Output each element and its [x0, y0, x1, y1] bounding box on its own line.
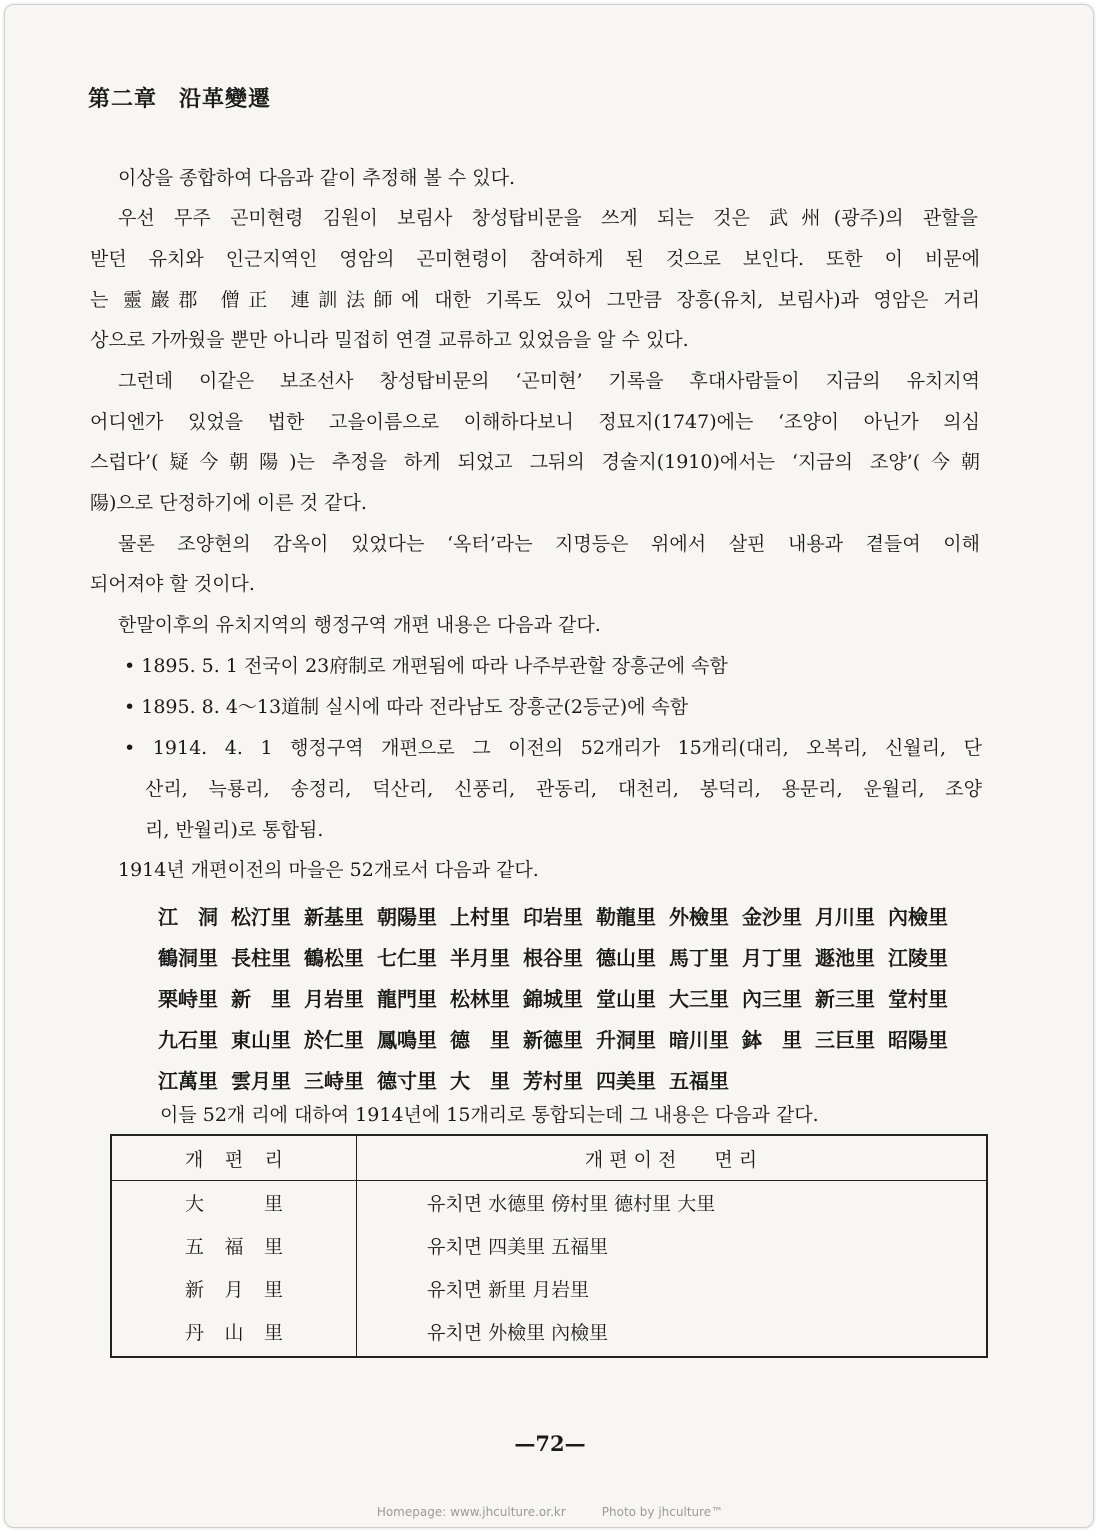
paragraph-line: 물론 조양현의 감옥이 있었다는 ‘옥터’라는 지명등은 위에서 살핀 내용과 곁들여 이해 [118, 533, 980, 555]
village-name: 七仁里 [377, 946, 437, 970]
village-name: 上村里 [450, 905, 510, 929]
village-name: 九石里 [158, 1028, 218, 1052]
village-name: 勒龍里 [596, 905, 656, 929]
village-name: 大 里 [450, 1069, 510, 1093]
village-name: 龍門里 [377, 987, 437, 1011]
footer-credit [0, 1505, 1100, 1519]
paragraph-line: 우선 무주 곤미현령 김원이 보림사 창성탑비문을 쓰게 되는 것은 武州(광주)의 관할을 [118, 207, 978, 229]
chapter-number: 第二章 [88, 86, 158, 112]
village-row [158, 942, 961, 971]
paragraph-line: 되어져야 할 것이다. [90, 573, 255, 595]
villages-intro: 1914년 개편이전의 마을은 52개로서 다음과 같다. [118, 859, 539, 881]
paragraph-line: 받던 유치와 인근지역인 영암의 곤미현령이 참여하게 된 것으로 보인다. 또한 이 비문에 [90, 248, 980, 270]
chapter-title: 沿革變遷 [179, 86, 272, 112]
merge-table [110, 1134, 988, 1358]
village-name: 錦城里 [523, 987, 583, 1011]
village-name: 升洞里 [596, 1028, 656, 1052]
village-name: 新德里 [523, 1028, 583, 1052]
new-ri-cell: 大 里 [111, 1181, 357, 1225]
village-name: 雲月里 [231, 1069, 291, 1093]
bullet-continuation: 리, 반월리)로 통합됨. [145, 819, 324, 841]
paragraph-line: 陽)으로 단정하기에 이른 것 같다. [90, 492, 367, 514]
village-name: 新三里 [815, 987, 875, 1011]
village-row [158, 1065, 742, 1094]
village-name: 栗峙里 [158, 987, 218, 1011]
new-ri-cell: 新 月 里 [111, 1267, 357, 1310]
village-name: 江萬里 [158, 1069, 218, 1093]
village-name: 五福里 [669, 1069, 729, 1093]
table-row [111, 1310, 987, 1357]
village-name: 暗川里 [669, 1028, 729, 1052]
village-name: 芳村里 [523, 1069, 583, 1093]
village-name: 內三里 [742, 987, 802, 1011]
village-name: 鳳鳴里 [377, 1028, 437, 1052]
table-row [111, 1181, 987, 1225]
bullet-item: • 1914. 4. 1 행정구역 개편으로 그 이전의 52개리가 15개리(대리, 오복리, 신월리, 단 [124, 737, 982, 759]
village-name: 印岩里 [523, 905, 583, 929]
village-name: 江陵里 [888, 946, 948, 970]
village-name: 根谷里 [523, 946, 583, 970]
new-ri-cell: 丹 山 里 [111, 1310, 357, 1357]
paragraph-line: 그런데 이같은 보조선사 창성탑비문의 ‘곤미현’ 기록을 후대사람들이 지금의 유치지역 [118, 370, 980, 392]
table-row [111, 1224, 987, 1267]
village-name: 德 里 [450, 1028, 510, 1052]
before-ri-cell: 유치면 新里 月岩里 [357, 1267, 988, 1310]
paragraph-line: 는 靈巖郡 僧正 連訓法師에 대한 기록도 있어 그만큼 장흥(유치, 보림사)과 영암은 거리 [90, 289, 980, 311]
before-ri-cell: 유치면 外檢里 內檢里 [357, 1310, 988, 1357]
village-name: 月川里 [815, 905, 875, 929]
village-name: 江 洞 [158, 905, 218, 929]
bullet-continuation: 산리, 늑룡리, 송정리, 덕산리, 신풍리, 관동리, 대천리, 봉덕리, 용문리, 운월리, 조양 [145, 778, 982, 800]
village-name: 德寸里 [377, 1069, 437, 1093]
village-name: 鶴松里 [304, 946, 364, 970]
village-name: 松林里 [450, 987, 510, 1011]
paragraph-line: 스럽다’(疑今朝陽)는 추정을 하게 되었고 그뒤의 경술지(1910)에서는 ‘지금의 조양’(今朝 [90, 451, 980, 473]
village-name: 月丁里 [742, 946, 802, 970]
village-name: 東山里 [231, 1028, 291, 1052]
header-before-ri: 개 편 이 전 면 리 [357, 1135, 988, 1181]
table-intro: 이들 52개 리에 대하여 1914년에 15개리로 통합되는데 그 내용은 다음과 같다. [160, 1104, 819, 1126]
paragraph-line: 한말이후의 유치지역의 행정구역 개편 내용은 다음과 같다. [118, 614, 601, 636]
village-name: 月岩里 [304, 987, 364, 1011]
homepage-text: Homepage: www.jhculture.or.kr [376, 1505, 566, 1519]
table-row [111, 1267, 987, 1310]
paragraph-line: 이상을 종합하여 다음과 같이 추정해 볼 수 있다. [118, 167, 516, 189]
header-new-ri: 개 편 리 [111, 1135, 357, 1181]
chapter-heading [88, 82, 271, 113]
village-row [158, 983, 961, 1012]
village-name: 昭陽里 [888, 1028, 948, 1052]
bullet-item: • 1895. 8. 4～13道制 실시에 따라 전라남도 장흥군(2등군)에 속함 [124, 696, 689, 718]
village-name: 於仁里 [304, 1028, 364, 1052]
village-name: 大三里 [669, 987, 729, 1011]
village-name: 三巨里 [815, 1028, 875, 1052]
village-name: 外檢里 [669, 905, 729, 929]
village-row [158, 901, 961, 930]
paragraph-line: 상으로 가까웠을 뿐만 아니라 밀접히 연결 교류하고 있었음을 알 수 있다. [90, 329, 689, 351]
village-name: 鉢 里 [742, 1028, 802, 1052]
new-ri-cell: 五 福 里 [111, 1224, 357, 1267]
before-ri-cell: 유치면 水德里 傍村里 德村里 大里 [357, 1181, 988, 1225]
village-name: 松汀里 [231, 905, 291, 929]
village-name: 堂村里 [888, 987, 948, 1011]
village-name: 金沙里 [742, 905, 802, 929]
village-name: 堂山里 [596, 987, 656, 1011]
village-name: 遯池里 [815, 946, 875, 970]
before-ri-cell: 유치면 四美里 五福里 [357, 1224, 988, 1267]
village-name: 半月里 [450, 946, 510, 970]
village-name: 新 里 [231, 987, 291, 1011]
paragraph-line: 어디엔가 있었을 법한 고을이름으로 이해하다보니 정묘지(1747)에는 ‘조양이 아닌가 의심 [90, 411, 980, 433]
bullet-item: • 1895. 5. 1 전국이 23府制로 개편됨에 따라 나주부관할 장흥군에 속함 [124, 655, 728, 677]
village-name: 馬丁里 [669, 946, 729, 970]
village-name: 德山里 [596, 946, 656, 970]
village-row [158, 1024, 961, 1053]
page-number: —72— [514, 1431, 586, 1456]
village-name: 朝陽里 [377, 905, 437, 929]
village-name: 內檢里 [888, 905, 948, 929]
village-name: 長柱里 [231, 946, 291, 970]
village-name: 鶴洞里 [158, 946, 218, 970]
village-name: 四美里 [596, 1069, 656, 1093]
table-header-row [111, 1135, 987, 1181]
village-name: 新基里 [304, 905, 364, 929]
village-name: 三峙里 [304, 1069, 364, 1093]
photo-credit: Photo by jhculture™ [601, 1505, 724, 1519]
